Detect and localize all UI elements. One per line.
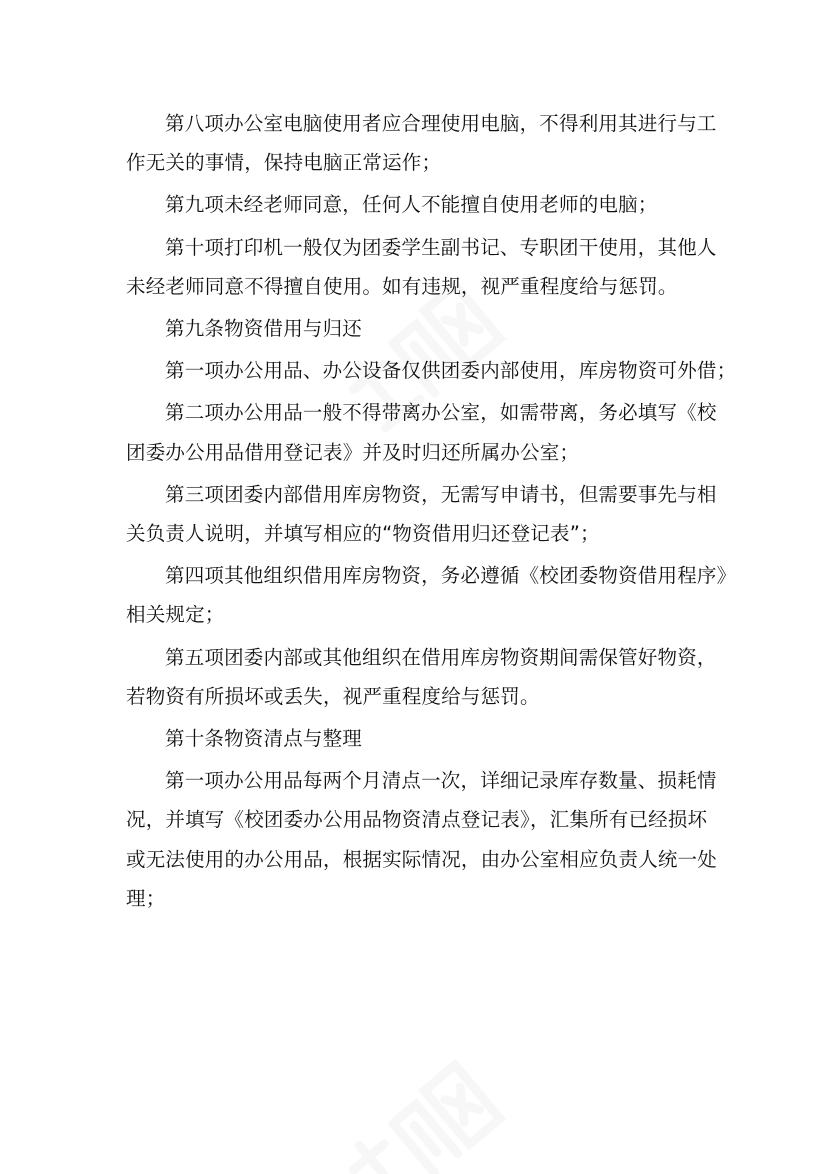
clause-9-teacher-computer bbox=[126, 185, 712, 224]
article-9-heading bbox=[126, 309, 712, 348]
watermark-icon bbox=[330, 1050, 510, 1174]
text-line: 作无关的事情，保持电脑正常运作； bbox=[126, 151, 442, 175]
text-line: 第五项团委内部或其他组织在借用库房物资期间需保管好物资， bbox=[165, 645, 717, 669]
text-line: 团委办公用品借用登记表》并及时归还所属办公室； bbox=[126, 440, 580, 464]
text-line: 第一项办公用品、办公设备仅供团委内部使用，库房物资可外借； bbox=[165, 359, 737, 383]
article-9-item-2 bbox=[126, 393, 717, 471]
clause-10-printer bbox=[126, 228, 717, 306]
text-line: 第八项办公室电脑使用者应合理使用电脑，不得利用其进行与工 bbox=[165, 112, 717, 135]
text-line: 第一项办公用品每两个月清点一次，详细记录库存数量、损耗情 bbox=[165, 769, 717, 793]
text-line: 第四项其他组织借用库房物资，务必遵循《校团委物资借用程序》 bbox=[165, 564, 737, 588]
text-line: 第二项办公用品一般不得带离办公室，如需带离，务必填写《校 bbox=[165, 401, 717, 425]
clause-8-computer-use bbox=[126, 104, 717, 182]
article-10-item-1 bbox=[126, 761, 718, 918]
document-body bbox=[126, 104, 737, 921]
section-heading: 第九条物资借用与归还 bbox=[165, 317, 363, 341]
text-line: 况，并填写《校团委办公用品物资清点登记表》，汇集所有已经损坏 bbox=[126, 808, 708, 832]
article-9-item-3 bbox=[126, 475, 717, 553]
article-9-item-4 bbox=[126, 556, 737, 634]
text-line: 第十项打印机一般仅为团委学生副书记、专职团干使用，其他人 bbox=[165, 235, 717, 259]
text-line: 或无法使用的办公用品，根据实际情况，由办公室相应负责人统一处 bbox=[126, 847, 718, 871]
text-line: 若物资有所损坏或丢失，视严重程度给与惩罚。 bbox=[126, 684, 540, 708]
text-line: 相关规定； bbox=[126, 603, 225, 627]
section-heading: 第十条物资清点与整理 bbox=[165, 727, 363, 751]
text-line: 关负责人说明，并填写相应的“物资借用归还登记表”； bbox=[126, 522, 600, 546]
article-9-item-1 bbox=[126, 351, 737, 390]
article-9-item-5 bbox=[126, 638, 717, 716]
article-10-heading bbox=[126, 719, 712, 758]
text-line: 未经老师同意不得擅自使用。如有违规，视严重程度给与惩罚。 bbox=[126, 274, 678, 298]
text-line: 理； bbox=[126, 886, 166, 910]
text-line: 第三项团委内部借用库房物资，无需写申请书，但需要事先与相 bbox=[165, 482, 717, 506]
text-line: 第九项未经老师同意，任何人不能擅自使用老师的电脑； bbox=[165, 193, 658, 217]
